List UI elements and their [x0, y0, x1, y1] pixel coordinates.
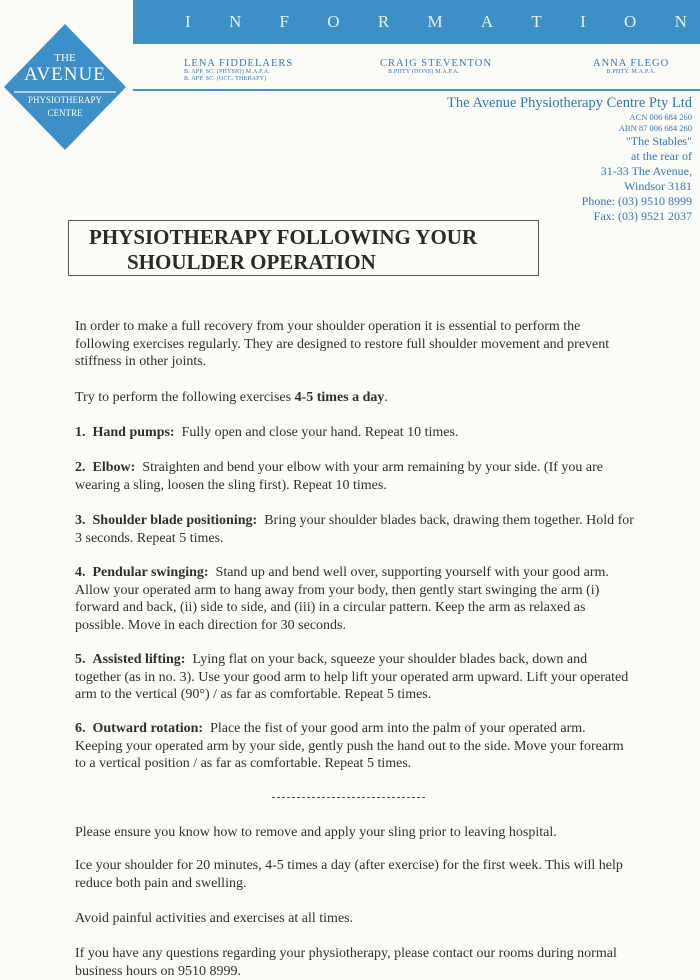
note-paragraph: Ice your shoulder for 20 minutes, 4-5 times a day (after exercise) for the first week. This will help reduce both pain and swelling. [75, 858, 623, 891]
exercise-item [75, 459, 635, 494]
logo-text-avenue: AVENUE [24, 64, 106, 85]
clinic-logo [0, 22, 130, 152]
staff-name: CRAIG STEVENTON [380, 58, 492, 69]
exercise-number: 2. [75, 460, 86, 475]
exercise-title: Assisted lifting: [92, 652, 186, 667]
exercise-text: Fully open and close your hand. Repeat 10 times. [181, 425, 459, 440]
exercise-item [75, 720, 635, 773]
exercise-text: Lying flat on your back, squeeze your shoulder blades back, down and together (as in no. 3). Use your good arm to help lift your operated arm upward. Lift your operated arm to the vertical (90°) / as far as comfortable. Repeat 5 times. [75, 652, 629, 702]
banner-letter: I [185, 12, 192, 31]
document-title-box [68, 220, 539, 276]
company-name: The Avenue Physiotherapy Centre Pty Ltd [447, 95, 692, 111]
exercise-number: 5. [75, 652, 86, 667]
exercise-number: 4. [75, 565, 86, 580]
note-paragraph: Avoid painful activities and exercises at all times. [75, 911, 354, 926]
frequency-suffix: . [384, 390, 388, 405]
banner-letter: N [228, 12, 243, 31]
note-paragraph: If you have any questions regarding your physiotherapy, please contact our rooms during normal business hours on 9510 8999. [75, 946, 617, 979]
banner-letter: T [531, 12, 543, 31]
address-line: 31-33 The Avenue, [600, 164, 692, 178]
company-abn: ABN 87 006 684 260 [618, 123, 692, 133]
staff-name: LENA FIDDELAERS [184, 58, 294, 69]
frequency-text: Try to perform the following exercises [75, 390, 295, 405]
exercise-title: Hand pumps: [92, 425, 175, 440]
staff-qualification: B.PHTY (HONS) M.A.P.A. [388, 69, 460, 75]
exercise-title: Shoulder blade positioning: [92, 513, 258, 528]
frequency-bold: 4-5 times a day [294, 390, 385, 405]
banner-letter: I [580, 12, 587, 31]
address-line: at the rear of [631, 149, 692, 163]
banner-letter: F [279, 12, 290, 31]
intro-paragraph: In order to make a full recovery from your shoulder operation it is essential to perform the following exercises regularly. They are designed to restore full shoulder movement and prevent stiffness in other joints. [75, 319, 610, 369]
exercise-text: Straighten and bend your elbow with your arm remaining by your side. (If you are wearing a sling, loosen the sling first). Repeat 10 times. [75, 460, 604, 493]
banner-letter: O [624, 12, 638, 31]
exercise-title: Elbow: [92, 460, 136, 475]
banner-letter: N [674, 12, 688, 31]
exercise-item [75, 564, 635, 634]
staff-member [184, 58, 293, 83]
document-title-line: SHOULDER OPERATION [127, 250, 376, 274]
section-divider [272, 797, 425, 798]
logo-diamond-icon [0, 22, 130, 152]
logo-text-the: THE [54, 52, 76, 64]
exercise-item [75, 651, 635, 704]
logo-text-centre: CENTRE [47, 108, 83, 118]
exercise-text: Place the fist of your good arm into the palm of your operated arm. Keeping your operated arm by your side, gently push the hand out to the side. Move your forearm to a vertical position / as far as comfortable. Repeat 5 times. [75, 721, 624, 771]
information-banner-letters [185, 12, 700, 32]
document-title-line: PHYSIOTHERAPY FOLLOWING YOUR [89, 225, 478, 249]
banner-letter: A [480, 12, 495, 31]
exercise-item [75, 512, 635, 547]
exercise-item [75, 424, 635, 442]
staff-qualification: B. APP. SC. (OCC. THERAPY) [184, 76, 267, 82]
exercise-number: 3. [75, 513, 86, 528]
staff-member [593, 58, 669, 76]
company-acn: ACN 006 684 260 [629, 112, 692, 122]
banner-letter: R [377, 12, 391, 31]
banner-letter: O [327, 12, 341, 31]
staff-name: ANNA FLEGO [593, 58, 670, 69]
logo-text-physiotherapy: PHYSIOTHERAPY [27, 95, 102, 105]
frequency-instruction [75, 389, 635, 407]
header-divider [133, 89, 700, 91]
staff-qualification: B.PHTY. M.A.P.A. [606, 69, 656, 75]
exercise-title: Outward rotation: [92, 721, 204, 736]
staff-qualification: B. APP. SC. (PHYSIO) M.A.P.A. [184, 69, 270, 75]
staff-member [380, 58, 492, 76]
fax-number: Fax: (03) 9521 2037 [593, 209, 692, 223]
company-address [582, 112, 692, 224]
exercise-text: Bring your shoulder blades back, drawing them together. Hold for 3 seconds. Repeat 5 times. [75, 513, 634, 546]
note-paragraph: Please ensure you know how to remove and apply your sling prior to leaving hospital. [75, 825, 557, 840]
phone-number: Phone: (03) 9510 8999 [581, 194, 692, 208]
exercise-number: 6. [75, 721, 86, 736]
address-line: "The Stables" [625, 134, 692, 148]
banner-letter: M [427, 12, 444, 31]
exercise-number: 1. [75, 425, 86, 440]
exercise-text: Stand up and bend well over, supporting yourself with your good arm. Allow your operated arm to hang away from your body, then gently start swinging the arm (i) forward and back, (ii) side to side, and (iii) in a circular pattern. Keep the arm as relaxed as possible. Move in each direction for 30 seconds. [75, 565, 609, 633]
address-line: Windsor 3181 [624, 179, 692, 193]
exercise-title: Pendular swinging: [92, 565, 209, 580]
